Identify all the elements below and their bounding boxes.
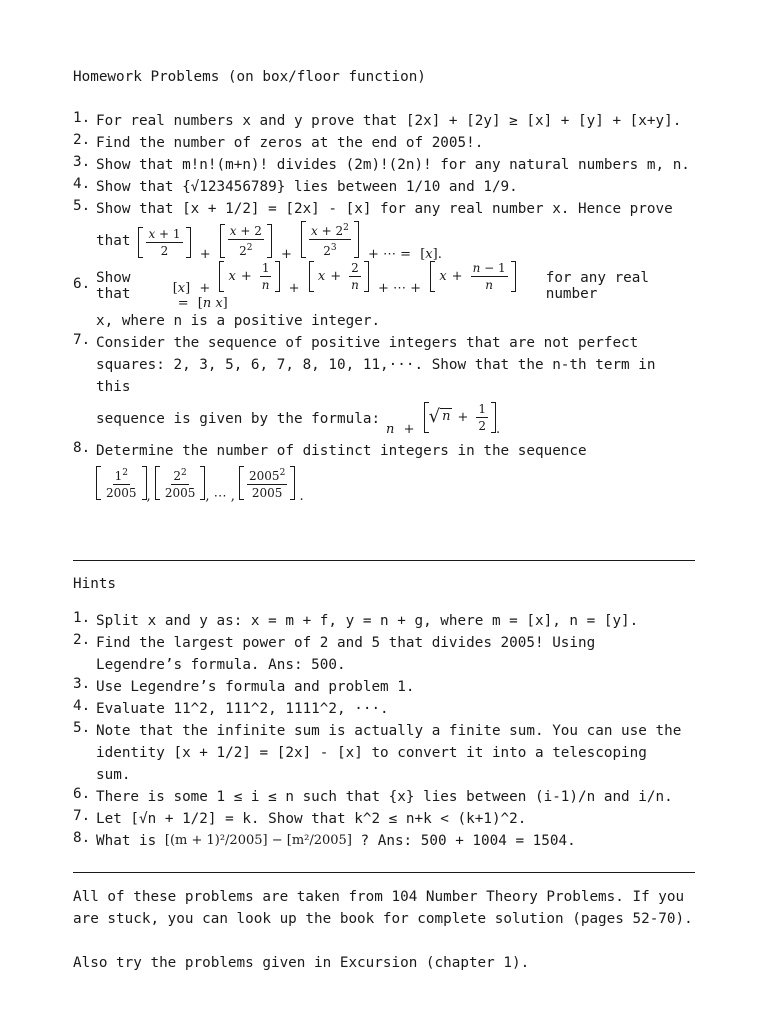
problem-text: Show that [x + 1/2] = [2x] - [x] for any real number x. Hence prove [96, 201, 673, 217]
problem-number: 4. [73, 176, 91, 192]
hint-text [96, 830, 695, 852]
problem-text: Determine the number of distinct integers in the sequence [96, 443, 587, 459]
hint-text-lead: What is [96, 833, 157, 849]
hint-text-answer: ? Ans: 500 + 1004 = 1504. [360, 833, 576, 849]
hint-number: 7. [73, 808, 91, 824]
hint-8 [73, 830, 695, 852]
hint-text: Find the largest power of 2 and 5 that divides 2005! Using Legendre’s formula. Ans: 500. [96, 635, 596, 673]
problem-1 [73, 110, 695, 132]
problem-6 [73, 261, 695, 332]
problem-number: 6. [73, 276, 91, 292]
problem-number: 8. [73, 440, 91, 456]
hint-number: 2. [73, 632, 91, 648]
problem-number: 2. [73, 132, 91, 148]
hint-3 [73, 676, 695, 698]
problem-8-formula-row [96, 462, 695, 508]
problem-4 [73, 176, 695, 198]
problem-text: for any real number [545, 270, 650, 302]
hint-number: 1. [73, 610, 91, 626]
hint-list [73, 610, 695, 852]
footer-excursion-note: Also try the problems given in Excursion (chapter 1). [73, 955, 530, 971]
page-title: Homework Problems (on box/floor function) [73, 69, 426, 85]
problem-number: 7. [73, 332, 91, 348]
nth-term-formula: n + √ n + $\frac{1}{2}$ . [386, 401, 501, 437]
hint-text: Let [√n + 1/2] = k. Show that k^2 ≤ n+k < (k+1)^2. [96, 811, 527, 827]
document-page [73, 66, 695, 974]
hint-4 [73, 698, 695, 720]
hint-7 [73, 808, 695, 830]
hint-number: 4. [73, 698, 91, 714]
hint-text: Use Legendre’s formula and problem 1. [96, 679, 415, 695]
problem-3 [73, 154, 695, 176]
hint-8-formula: [(m + 1)²/2005] − [m²/2005] [164, 833, 352, 848]
problem-number: 3. [73, 154, 91, 170]
footer-note: All of these problems are taken from 104 Number Theory Problems. If you are stuck, you can look up the book for complete solution (pages 52-70). [73, 889, 693, 927]
hints-heading: Hints [73, 576, 117, 592]
sequence-formula: $\frac{1^2}{2005}$ , $\frac{2^2}{2005}$ , ⋯ , $\frac{2005^2}{2005}$ . [96, 466, 304, 504]
problem-8 [73, 440, 695, 508]
problem-text: Show that [96, 270, 131, 302]
problem-text: For real numbers x and y prove that [2x] + [2y] ≥ [x] + [y] + [x+y]. [96, 113, 682, 129]
telescoping-sum-formula: $\frac{x + 1}{2}$ + $\frac{x + 2}{2^2}$ + $\frac{x + 2^2}{2^3}$ + ⋯ = [x]. [138, 221, 441, 262]
hint-number: 6. [73, 786, 91, 802]
problem-text: that [96, 233, 131, 249]
hint-text: Split x and y as: x = m + f, y = n + g, where m = [x], n = [y]. [96, 613, 639, 629]
floor-sum-formula: [x] + x + $\frac{1}{n}$ + x + $\frac{2}{n}$ + ⋯ + x + $\frac{n - 1}{n}$ = [n x] [173, 261, 540, 311]
hint-number: 5. [73, 720, 91, 736]
problem-text: sequence is given by the formula: [96, 411, 381, 427]
hint-2 [73, 632, 695, 676]
hint-text: Note that the infinite sum is actually a finite sum. You can use the identity [x + 1/2] = [2x] - [x] to convert it into a telescoping sum. [96, 723, 682, 783]
problem-text: Find the number of zeros at the end of 2005!. [96, 135, 484, 151]
hint-6 [73, 786, 695, 808]
hint-number: 8. [73, 830, 91, 846]
problem-2 [73, 132, 695, 154]
hint-number: 3. [73, 676, 91, 692]
hint-5 [73, 720, 695, 786]
section-divider [73, 560, 695, 561]
problem-list [73, 110, 695, 508]
problem-6-formula-row [96, 261, 695, 311]
problem-text: x, where n is a positive integer. [96, 313, 381, 329]
problem-text: Show that m!n!(m+n)! divides (2m)!(2n)! for any natural numbers m, n. [96, 157, 690, 173]
hint-text: There is some 1 ≤ i ≤ n such that {x} lies between (i-1)/n and i/n. [96, 789, 673, 805]
problem-5-formula-row [96, 220, 695, 262]
hint-text: Evaluate 11^2, 111^2, 1111^2, ···. [96, 701, 389, 717]
problem-5 [73, 198, 695, 262]
problem-text: Consider the sequence of positive integers that are not perfect squares: 2, 3, 5, 6, 7, 8, 10, 11,···. Show that the n-th term in this [96, 335, 656, 395]
hint-1 [73, 610, 695, 632]
problem-number: 5. [73, 198, 91, 214]
problem-7 [73, 332, 695, 440]
problem-number: 1. [73, 110, 91, 126]
problem-7-formula-row [96, 398, 695, 440]
problem-text: Show that {√123456789} lies between 1/10 and 1/9. [96, 179, 518, 195]
section-divider [73, 872, 695, 873]
